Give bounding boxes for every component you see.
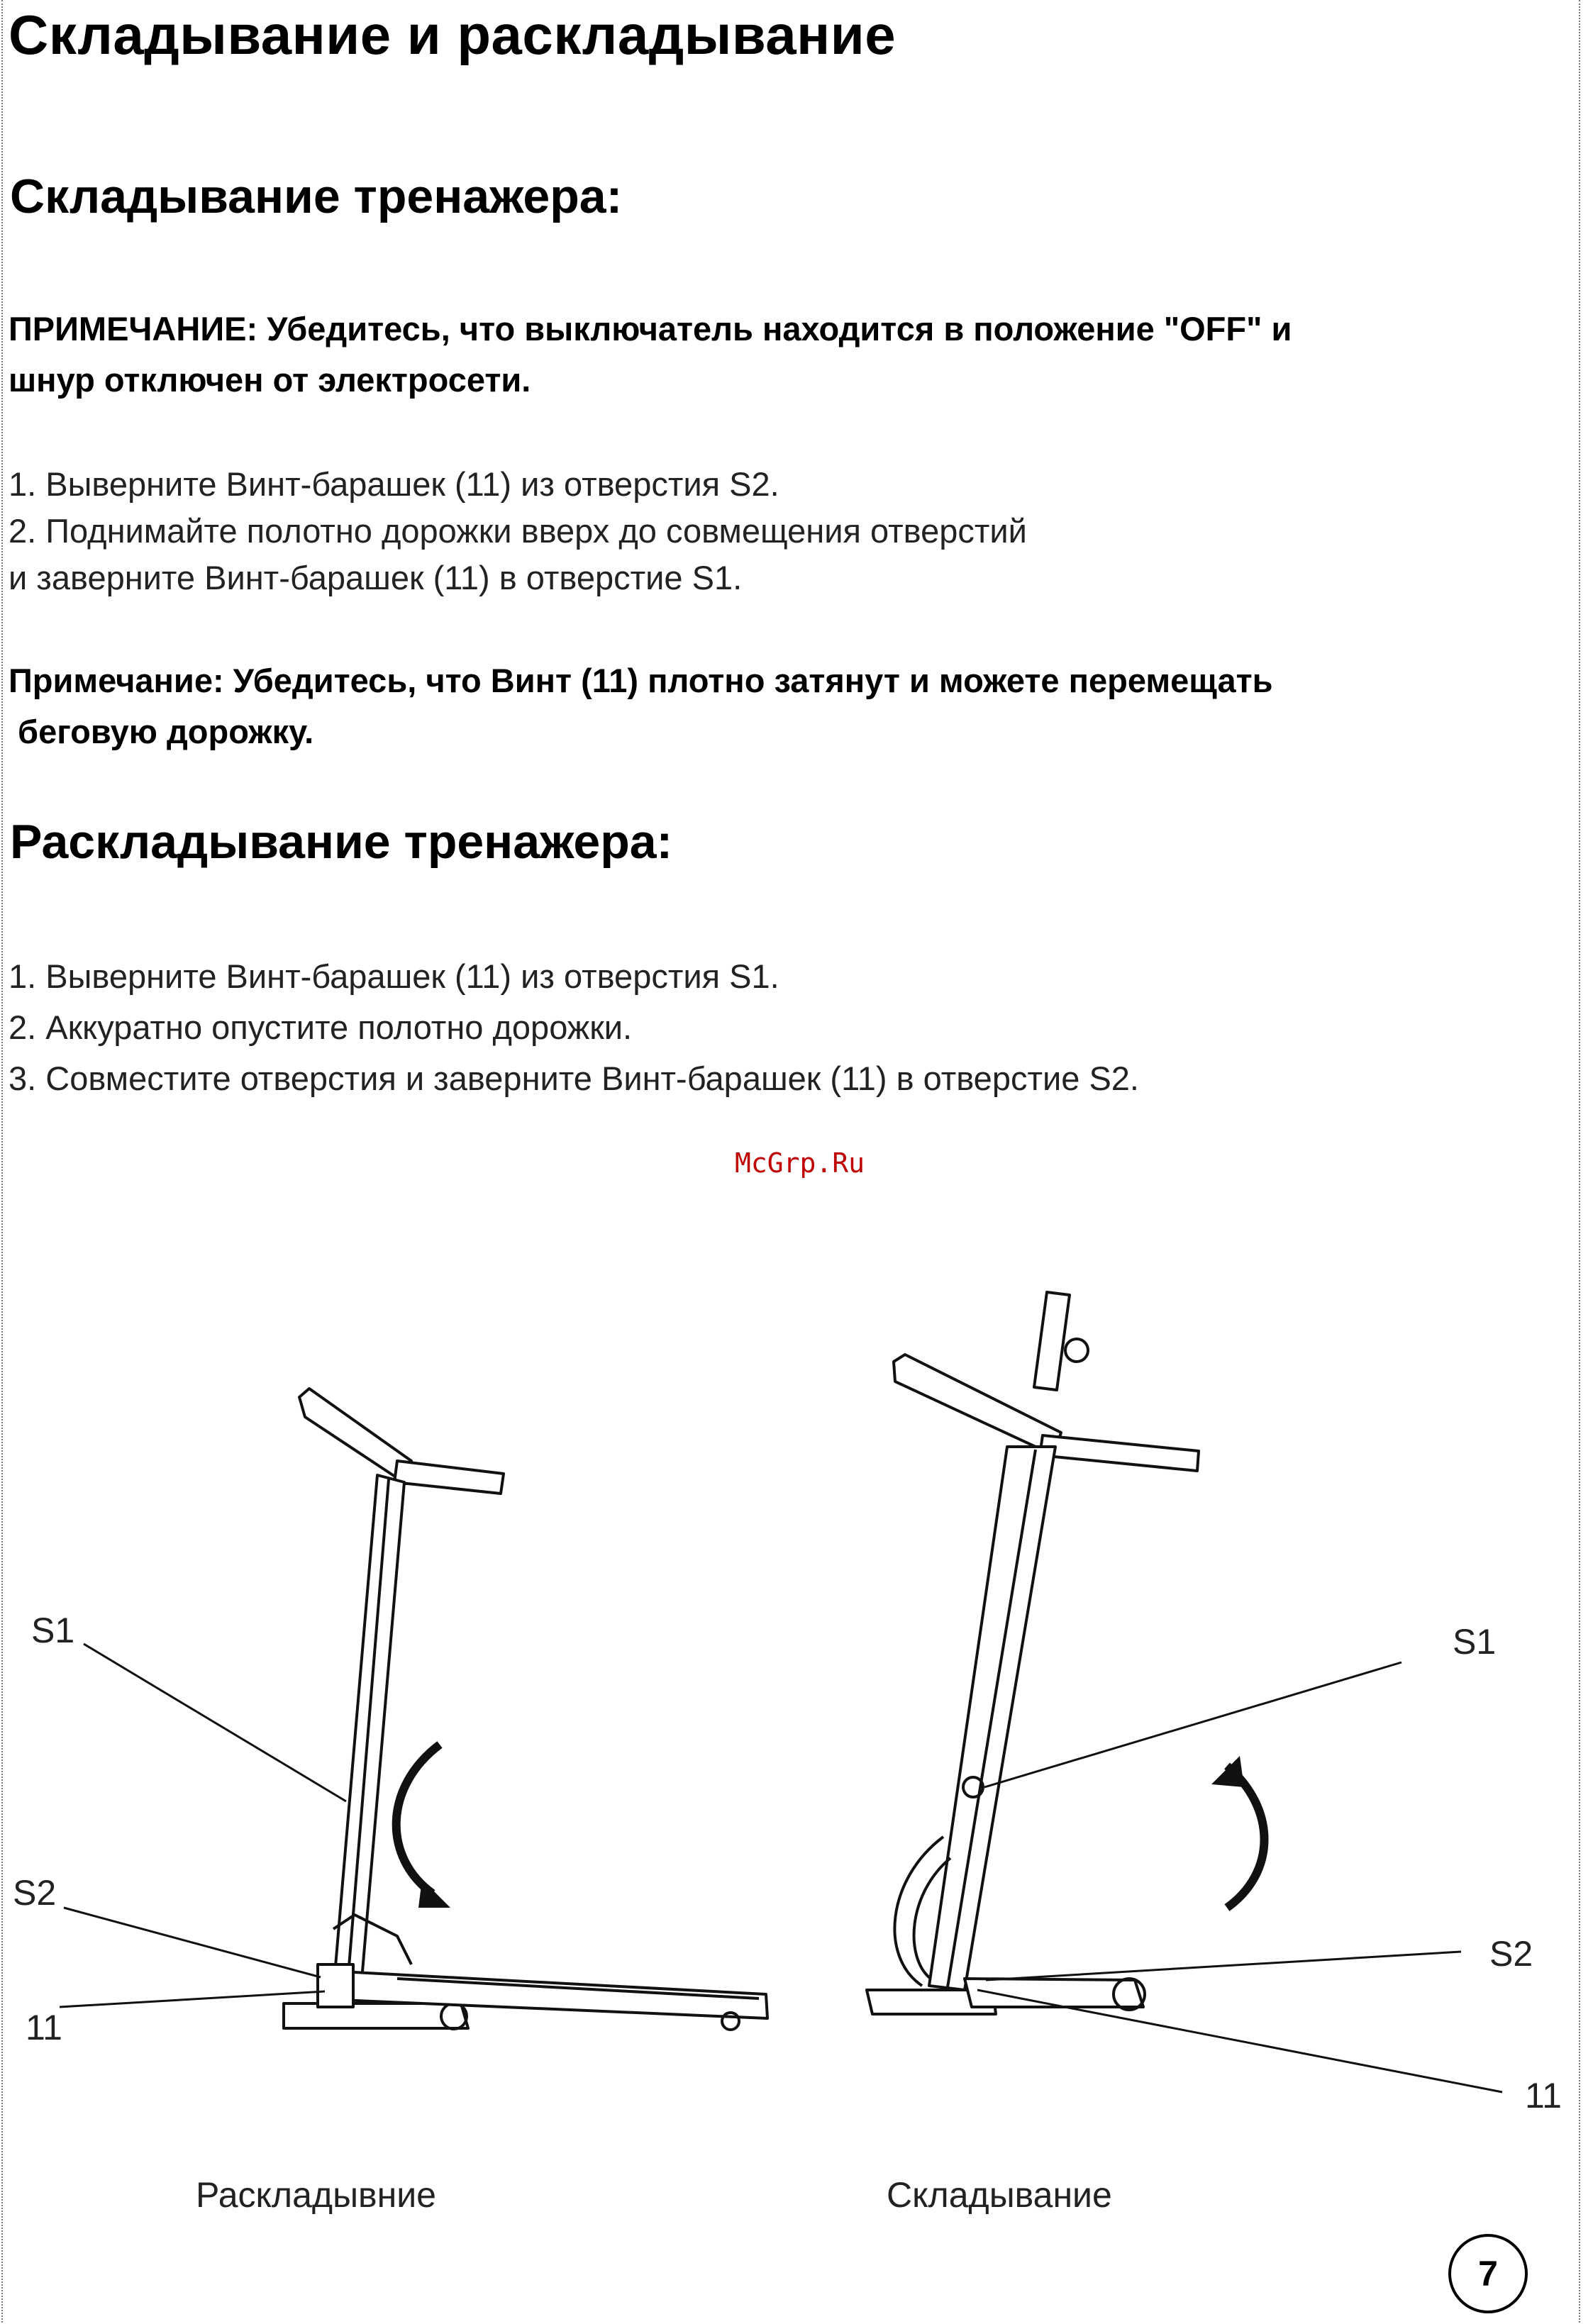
page-number: 7 xyxy=(1448,2234,1528,2313)
folding-note2-line-2: беговую дорожку. xyxy=(9,713,314,750)
folding-step-2-cont: и заверните Винт-барашек (11) в отверстие S1. xyxy=(9,559,743,596)
folding-step-1: 1. Выверните Винт-барашек (11) из отверстия S2. xyxy=(9,465,779,503)
unfolded-treadmill-drawing xyxy=(60,1389,767,2030)
folding-note-line-2: шнур отключен от электросети. xyxy=(9,361,531,399)
unfolding-step-3: 3. Совместите отверстия и заверните Винт-барашек (11) в отверстие S2. xyxy=(9,1060,1139,1097)
right-figure-caption: Складывание xyxy=(887,2175,1112,2215)
page-title: Складывание и раскладывание xyxy=(9,4,897,66)
folding-note-line-1: ПРИМЕЧАНИЕ: Убедитесь, что выключатель находится в положение "OFF" и xyxy=(9,310,1292,348)
folding-heading: Складывание тренажера: xyxy=(10,169,623,223)
watermark: McGrp.Ru xyxy=(735,1147,865,1179)
unfolding-step-1: 1. Выверните Винт-барашек (11) из отверстия S1. xyxy=(9,957,779,995)
right-label-s1: S1 xyxy=(1453,1622,1497,1662)
left-figure-caption: Раскладывние xyxy=(196,2175,436,2215)
right-label-11: 11 xyxy=(1525,2076,1562,2115)
left-label-s1: S1 xyxy=(31,1611,75,1650)
left-label-11: 11 xyxy=(26,2008,62,2047)
unfolding-heading: Раскладывание тренажера: xyxy=(10,815,673,869)
unfolding-step-2: 2. Аккуратно опустите полотно дорожки. xyxy=(9,1008,633,1046)
folding-note2-line-1: Примечание: Убедитесь, что Винт (11) плотно затянут и можете перемещать xyxy=(9,662,1273,699)
folding-step-2: 2. Поднимайте полотно дорожки вверх до совмещения отверстий xyxy=(9,512,1027,550)
folded-treadmill-drawing xyxy=(867,1292,1502,2092)
right-label-s2: S2 xyxy=(1489,1934,1533,1974)
left-label-s2: S2 xyxy=(13,1873,57,1913)
